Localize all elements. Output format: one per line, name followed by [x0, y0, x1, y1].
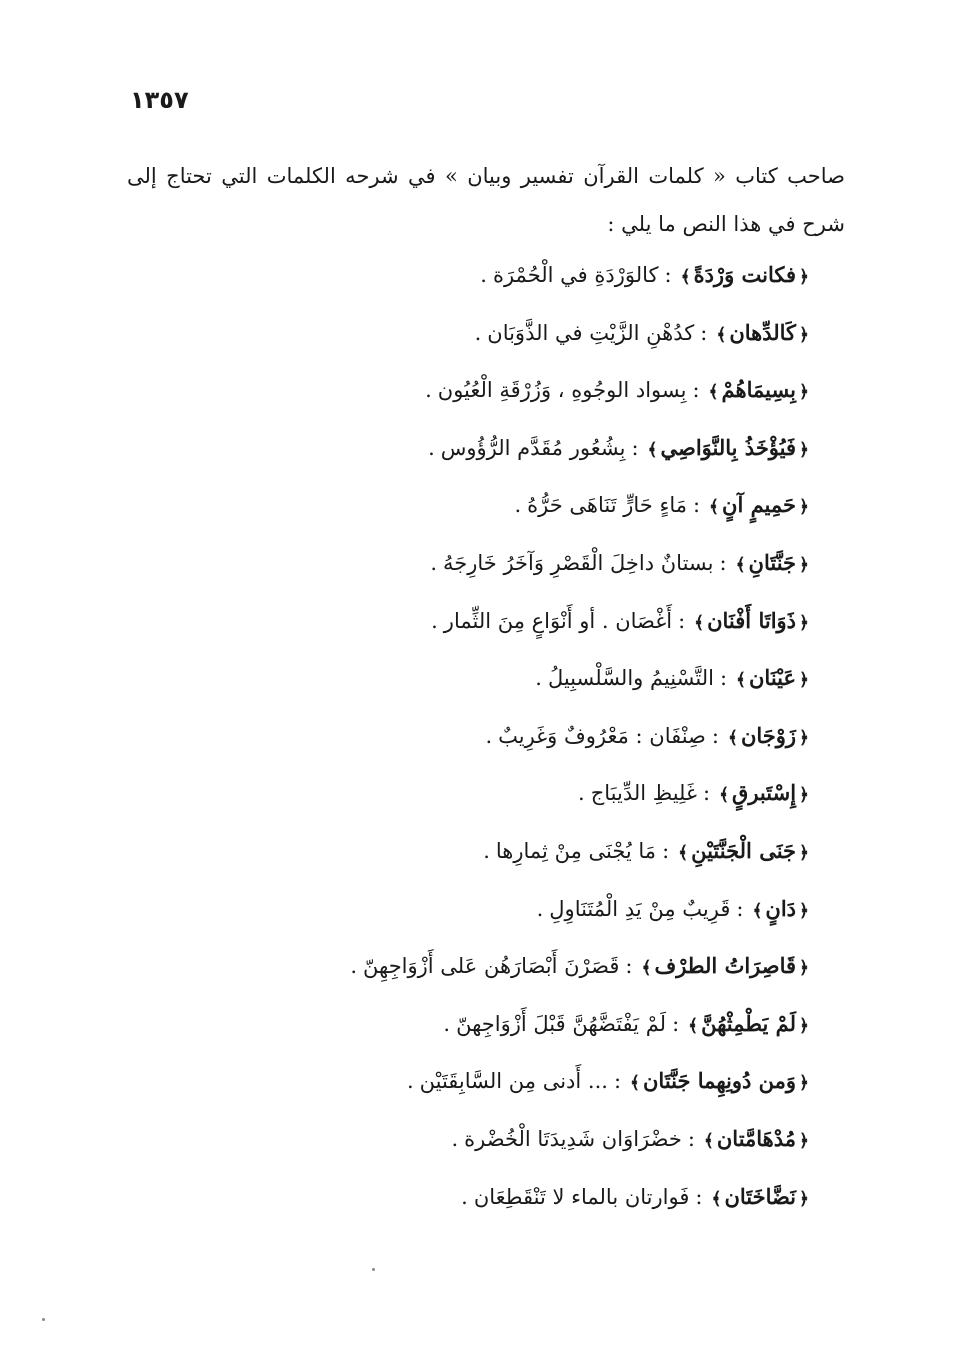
- glossary-term: لَمْ يَطْمِثْهُنَّ: [701, 1010, 797, 1036]
- glossary-entry: [152, 429, 812, 487]
- glossary-definition: بِسواد الوجُوهِ ، وَزُرْقَةِ الْعُيُون: [437, 378, 687, 403]
- period: .: [578, 781, 585, 806]
- open-bracket: ﴿: [799, 900, 809, 921]
- glossary-list: [152, 256, 812, 1235]
- open-bracket: ﴿: [799, 958, 809, 979]
- separator: :: [711, 723, 719, 748]
- glossary-term: كَالدِّهان: [729, 319, 797, 345]
- page-number: ١٣٥٧: [130, 86, 189, 114]
- period: .: [485, 723, 493, 748]
- period: .: [431, 608, 438, 633]
- glossary-entry: [152, 314, 812, 372]
- separator: :: [625, 954, 633, 979]
- glossary-term: بِسِيمَاهُمْ: [721, 377, 797, 403]
- separator: :: [672, 1011, 680, 1036]
- separator: :: [664, 263, 672, 287]
- glossary-definition: خضْرَاوَان شَدِيدَتَا الْخُضْرة: [464, 1126, 682, 1151]
- glossary-term: مُدْهَامَّتان: [716, 1125, 797, 1151]
- scan-speck: [42, 1318, 45, 1321]
- glossary-term: إِسْتَبرقٍ: [732, 780, 797, 806]
- separator: :: [687, 1126, 695, 1151]
- separator: :: [700, 320, 708, 345]
- period: .: [451, 1126, 459, 1151]
- glossary-definition: فَوارتان بالماء لا تَنْقَطِعَان: [473, 1184, 690, 1209]
- glossary-entry: [152, 774, 812, 832]
- glossary-definition: قَرِيبٌ مِنْ يَدِ الْمُتَنَاوِلِ: [549, 896, 731, 921]
- open-bracket: ﴿: [799, 727, 809, 748]
- glossary-term: وَمن دُونِهِما جَنَّتَان: [643, 1068, 797, 1094]
- open-bracket: ﴿: [799, 382, 809, 403]
- glossary-entry: [152, 659, 812, 717]
- open-bracket: ﴿: [799, 439, 809, 460]
- close-bracket: ﴾: [709, 497, 720, 518]
- close-bracket: ﴾: [711, 1188, 722, 1209]
- separator: :: [678, 608, 686, 633]
- glossary-definition: لَمْ يَفْتَضَّهُنَّ قَبْلَ أَزْوَاجِهنّ: [456, 1011, 667, 1036]
- open-bracket: ﴿: [799, 612, 809, 633]
- glossary-definition: كالوَرْدَةِ في الْحُمْرَة: [492, 263, 659, 287]
- open-bracket: ﴿: [799, 497, 809, 518]
- glossary-term: فَيُؤْخَذُ بِالنَّوَاصِي: [660, 434, 797, 460]
- open-bracket: ﴿: [799, 554, 809, 575]
- period: .: [406, 1069, 414, 1094]
- glossary-definition: مَا يُجْنَى مِنْ ثِمارِها: [495, 838, 657, 863]
- glossary-definition: قَصَرْنَ أَبْصَارَهُن عَلى أَزْوَاجِهِنّ: [363, 954, 620, 979]
- separator: :: [703, 781, 711, 806]
- glossary-entry: [152, 1062, 812, 1120]
- glossary-entry: [152, 602, 812, 660]
- separator: :: [613, 1069, 622, 1094]
- close-bracket: ﴾: [719, 785, 730, 806]
- glossary-term: دَانٍ: [765, 895, 797, 921]
- open-bracket: ﴿: [799, 1188, 809, 1209]
- separator: :: [719, 666, 728, 691]
- close-bracket: ﴾: [752, 900, 763, 921]
- separator: :: [719, 550, 727, 575]
- glossary-definition: مَاءٍ حَارٍّ تَنَاهَى حَرُّهُ: [527, 493, 687, 518]
- open-bracket: ﴿: [799, 1073, 809, 1094]
- glossary-term: جَنَى الْجَنَّتَيْنِ: [691, 837, 797, 863]
- open-bracket: ﴿: [799, 670, 809, 691]
- close-bracket: ﴾: [630, 1073, 640, 1094]
- glossary-definition: بِشُعُور مُقَدَّم الرُّؤُوس: [440, 435, 626, 460]
- open-bracket: ﴿: [799, 842, 809, 863]
- glossary-term: فكانت وَرْدَةً: [693, 262, 797, 287]
- period: .: [514, 493, 522, 518]
- period: .: [483, 838, 490, 863]
- glossary-entry: [152, 947, 812, 1005]
- glossary-term: عَيْنَان: [749, 665, 797, 691]
- period: .: [480, 263, 487, 287]
- separator: :: [692, 493, 701, 518]
- scan-speck: [372, 1268, 375, 1271]
- separator: :: [695, 1184, 703, 1209]
- glossary-entry: [152, 890, 812, 948]
- close-bracket: ﴾: [727, 727, 738, 748]
- glossary-entry: [152, 486, 812, 544]
- open-bracket: ﴿: [799, 324, 809, 345]
- glossary-definition: ... أَدنى مِن السَّابِقَتَيْن: [419, 1069, 608, 1094]
- period: .: [461, 1184, 468, 1209]
- close-bracket: ﴾: [678, 842, 689, 863]
- open-bracket: ﴿: [799, 1130, 809, 1151]
- close-bracket: ﴾: [736, 670, 746, 691]
- glossary-definition: أَغْصَان . أو أَنْوَاعٍ مِنَ الثِّمار: [443, 608, 673, 633]
- glossary-term: جَنَّتَانِ: [748, 549, 797, 575]
- close-bracket: ﴾: [680, 267, 691, 287]
- glossary-definition: بستانٌ داخِلَ الْقَصْرِ وَآخَرُ خَارِجَهُ: [443, 550, 714, 575]
- glossary-entry: [152, 1178, 812, 1236]
- close-bracket: ﴾: [641, 958, 652, 979]
- glossary-entry: [152, 544, 812, 602]
- glossary-definition: غَلِيظِ الدِّيبَاج: [590, 781, 697, 806]
- glossary-term: زَوْجَان: [740, 722, 797, 748]
- period: .: [430, 550, 438, 575]
- open-bracket: ﴿: [799, 785, 809, 806]
- period: .: [536, 896, 544, 921]
- glossary-entry: [152, 256, 812, 314]
- close-bracket: ﴾: [708, 382, 719, 403]
- separator: :: [736, 896, 744, 921]
- close-bracket: ﴾: [703, 1130, 714, 1151]
- glossary-term: حَمِيمٍ آنٍ: [722, 492, 797, 518]
- period: .: [350, 954, 358, 979]
- intro-paragraph: صاحب كتاب « كلمات القرآن تفسير وبيان » في شرحه الكلمات التي تحتاج إلى شرح في هذا النص ما يلي :: [127, 164, 845, 236]
- separator: :: [662, 838, 670, 863]
- close-bracket: ﴾: [647, 439, 658, 460]
- glossary-term: قَاصِرَاتُ الطرْف: [654, 953, 797, 979]
- glossary-term: ذَوَاتَا أَفْنَان: [707, 607, 797, 633]
- close-bracket: ﴾: [694, 612, 705, 633]
- glossary-definition: صِنْفَان : مَعْرُوفٌ وَغَرِيبٌ: [498, 723, 706, 748]
- glossary-term: نَضَّاخَتَان: [724, 1183, 797, 1209]
- period: .: [443, 1011, 451, 1036]
- glossary-entry: [152, 832, 812, 890]
- period: .: [535, 666, 542, 691]
- glossary-definition: كدُهْنِ الزَّيْتِ في الذَّوَبَان: [487, 320, 695, 345]
- glossary-entry: [152, 1005, 812, 1063]
- glossary-entry: [152, 371, 812, 429]
- open-bracket: ﴿: [799, 1015, 809, 1036]
- close-bracket: ﴾: [716, 324, 727, 345]
- close-bracket: ﴾: [688, 1015, 699, 1036]
- separator: :: [631, 435, 639, 460]
- glossary-entry: [152, 1120, 812, 1178]
- glossary-definition: التَّسْنِيمُ والسَّلْسبِيلُ: [547, 666, 714, 691]
- open-bracket: ﴿: [799, 267, 809, 287]
- period: .: [474, 320, 482, 345]
- separator: :: [692, 378, 700, 403]
- period: .: [425, 378, 432, 403]
- glossary-entry: [152, 717, 812, 775]
- period: .: [428, 435, 435, 460]
- close-bracket: ﴾: [735, 554, 746, 575]
